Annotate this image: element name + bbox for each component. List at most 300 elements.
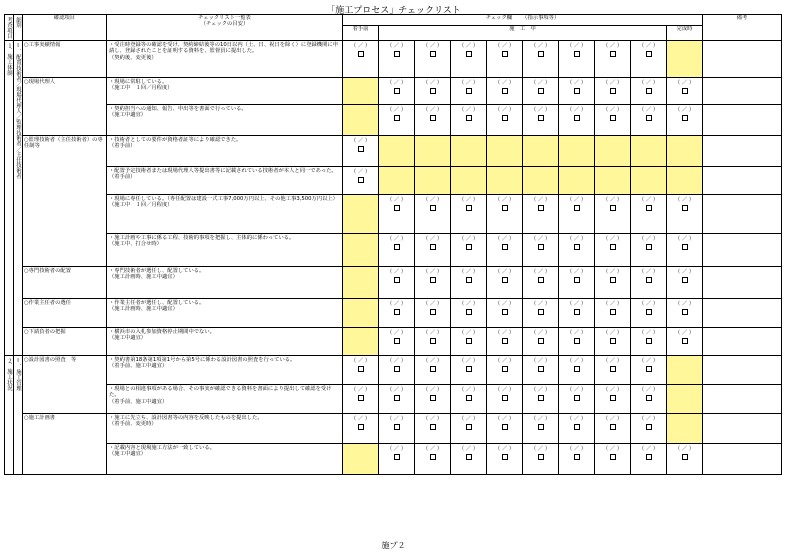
inactive-cell: [343, 328, 379, 356]
check-mark: （ ／ ）: [458, 330, 479, 336]
check-cell[interactable]: [559, 234, 595, 267]
check-mark: （ ／ ）: [674, 236, 695, 242]
checkbox[interactable]: [430, 51, 436, 57]
check-mark: （ ／ ）: [530, 107, 551, 113]
check-cell[interactable]: [559, 385, 595, 414]
inactive-cell: [343, 267, 379, 299]
check-cell[interactable]: [523, 195, 559, 234]
checkbox[interactable]: [358, 177, 364, 183]
checkbox[interactable]: [394, 88, 400, 94]
checkbox[interactable]: [574, 51, 580, 57]
check-cell[interactable]: [379, 328, 415, 356]
check-cell[interactable]: [523, 41, 559, 78]
checkbox[interactable]: [610, 454, 616, 460]
check-cell[interactable]: [379, 267, 415, 299]
check-mark: （ ／ ）: [458, 107, 479, 113]
checkbox[interactable]: [502, 309, 508, 315]
checkbox[interactable]: [574, 115, 580, 121]
checklist-text: ・現場との相違事項がある場合、その事実が確認できる資料を書面により提出して確認を受けた。 （着手前、施工中適宜）: [107, 385, 343, 414]
check-cell[interactable]: [631, 195, 667, 234]
check-cell[interactable]: [415, 234, 451, 267]
check-cell[interactable]: [343, 414, 379, 444]
check-cell[interactable]: [559, 41, 595, 78]
check-cell[interactable]: [523, 356, 559, 385]
checkbox[interactable]: [394, 205, 400, 211]
header-check-ran-label: チェック欄: [485, 15, 513, 21]
check-cell[interactable]: [631, 356, 667, 385]
checkbox[interactable]: [646, 454, 652, 460]
check-cell[interactable]: [451, 299, 487, 328]
bikou-cell: [703, 136, 782, 167]
header-saibetsu: 細別: [15, 17, 21, 28]
check-cell[interactable]: [415, 267, 451, 299]
check-cell[interactable]: [595, 356, 631, 385]
check-cell[interactable]: [523, 234, 559, 267]
check-mark: （ ／ ）: [494, 269, 515, 275]
check-mark: （ ／ ）: [674, 330, 695, 336]
check-cell[interactable]: [631, 299, 667, 328]
check-cell[interactable]: [379, 385, 415, 414]
check-item: ○施工計画書: [23, 414, 107, 475]
checkbox[interactable]: [430, 395, 436, 401]
checkbox[interactable]: [646, 366, 652, 372]
check-item: ○専門技術者の配置: [23, 267, 107, 299]
check-cell[interactable]: [559, 356, 595, 385]
check-cell[interactable]: [343, 167, 379, 195]
table-row: [5, 195, 782, 234]
checkbox[interactable]: [574, 366, 580, 372]
checkbox[interactable]: [574, 424, 580, 430]
check-cell[interactable]: [631, 444, 667, 475]
check-cell[interactable]: [379, 356, 415, 385]
checkbox[interactable]: [682, 244, 688, 250]
checkbox[interactable]: [646, 338, 652, 344]
checkbox[interactable]: [538, 309, 544, 315]
checkbox[interactable]: [538, 424, 544, 430]
check-cell[interactable]: [415, 414, 451, 444]
check-cell[interactable]: [631, 267, 667, 299]
bikou-cell: [703, 267, 782, 299]
check-cell[interactable]: [595, 41, 631, 78]
checkbox[interactable]: [538, 277, 544, 283]
check-cell[interactable]: [487, 385, 523, 414]
checkbox[interactable]: [538, 88, 544, 94]
check-mark: （ ／ ）: [494, 330, 515, 336]
check-cell[interactable]: [415, 105, 451, 136]
check-mark: （ ／ ）: [386, 416, 407, 422]
check-cell[interactable]: [451, 195, 487, 234]
check-cell[interactable]: [559, 195, 595, 234]
category-sekou-taisei: １．施工体制: [6, 43, 12, 76]
checkbox[interactable]: [682, 277, 688, 283]
check-cell[interactable]: [523, 414, 559, 444]
check-cell[interactable]: [487, 78, 523, 105]
checkbox[interactable]: [394, 244, 400, 250]
check-cell[interactable]: [379, 299, 415, 328]
check-mark: （ ／ ）: [386, 80, 407, 86]
checkbox[interactable]: [466, 424, 472, 430]
checkbox[interactable]: [682, 115, 688, 121]
checkbox[interactable]: [646, 115, 652, 121]
check-mark: （ ／ ）: [602, 107, 623, 113]
check-cell[interactable]: [487, 195, 523, 234]
checkbox[interactable]: [394, 424, 400, 430]
check-cell[interactable]: [631, 78, 667, 105]
check-cell[interactable]: [595, 105, 631, 136]
table-row: [5, 41, 782, 78]
check-cell[interactable]: [595, 328, 631, 356]
checkbox[interactable]: [466, 338, 472, 344]
checkbox[interactable]: [610, 88, 616, 94]
checkbox[interactable]: [466, 115, 472, 121]
check-cell[interactable]: [631, 385, 667, 414]
checkbox[interactable]: [502, 424, 508, 430]
check-cell[interactable]: [559, 105, 595, 136]
check-mark: （ ／ ）: [638, 80, 659, 86]
check-cell[interactable]: [595, 267, 631, 299]
bikou-cell: [703, 78, 782, 105]
checkbox[interactable]: [574, 244, 580, 250]
inactive-cell: [667, 41, 703, 78]
checkbox[interactable]: [358, 51, 364, 57]
checkbox[interactable]: [466, 454, 472, 460]
check-cell[interactable]: [451, 444, 487, 475]
table-row: [5, 234, 782, 267]
check-cell[interactable]: [523, 444, 559, 475]
checklist-text: ・配置予定技術者または現場代理人等提出書等に記載されている技術者が本人と同一であった。 （着手前）: [107, 167, 343, 195]
checkbox[interactable]: [646, 244, 652, 250]
check-cell[interactable]: [667, 267, 703, 299]
check-cell[interactable]: [451, 78, 487, 105]
check-cell[interactable]: [379, 105, 415, 136]
inactive-cell: [343, 234, 379, 267]
checklist-text: ・受注時登録等の確認を受け、契約締結後等の10日以内（土、日、祝日を除く）に登録機関に申請し、登録されたことを証明する資料を、監督員に提出した。 （契約後、変更後）: [107, 41, 343, 78]
checkbox[interactable]: [394, 51, 400, 57]
checkbox[interactable]: [466, 51, 472, 57]
check-mark: （ ／ ）: [422, 236, 443, 242]
checkbox[interactable]: [538, 366, 544, 372]
check-mark: （ ／ ）: [566, 330, 587, 336]
check-cell[interactable]: [487, 328, 523, 356]
checkbox[interactable]: [646, 51, 652, 57]
checkbox[interactable]: [430, 424, 436, 430]
check-cell[interactable]: [379, 195, 415, 234]
checklist-text: ・技術者としての要件が資格者証等により確認できた。 （着手前）: [107, 136, 343, 167]
check-cell[interactable]: [487, 356, 523, 385]
check-mark: （ ／ ）: [530, 330, 551, 336]
check-cell[interactable]: [631, 41, 667, 78]
check-mark: （ ／ ）: [530, 358, 551, 364]
checkbox[interactable]: [394, 395, 400, 401]
check-cell[interactable]: [451, 328, 487, 356]
check-cell[interactable]: [415, 328, 451, 356]
check-cell[interactable]: [667, 195, 703, 234]
checkbox[interactable]: [538, 115, 544, 121]
checkbox[interactable]: [574, 454, 580, 460]
check-cell[interactable]: [487, 105, 523, 136]
check-cell[interactable]: [523, 385, 559, 414]
check-cell[interactable]: [559, 328, 595, 356]
check-cell[interactable]: [487, 267, 523, 299]
checkbox[interactable]: [430, 277, 436, 283]
bikou-cell: [703, 385, 782, 414]
checkbox[interactable]: [538, 205, 544, 211]
check-cell[interactable]: [451, 234, 487, 267]
checkbox[interactable]: [430, 366, 436, 372]
checkbox[interactable]: [502, 88, 508, 94]
check-item: ○作業主任者の選任: [23, 299, 107, 328]
check-cell[interactable]: [595, 78, 631, 105]
check-cell[interactable]: [451, 41, 487, 78]
check-mark: （ ／ ）: [602, 446, 623, 452]
check-mark: （ ／ ）: [458, 269, 479, 275]
checkbox[interactable]: [574, 277, 580, 283]
checkbox[interactable]: [574, 395, 580, 401]
check-cell[interactable]: [523, 267, 559, 299]
check-cell[interactable]: [343, 136, 379, 167]
check-cell[interactable]: [667, 78, 703, 105]
checkbox[interactable]: [502, 115, 508, 121]
checkbox[interactable]: [430, 205, 436, 211]
check-mark: （ ／ ）: [458, 446, 479, 452]
inactive-cell: [523, 167, 559, 195]
checkbox[interactable]: [610, 424, 616, 430]
checklist-text: ・専門技術者が選任し、配置している。 （施工計画時、施工中適宜）: [107, 267, 343, 299]
check-cell[interactable]: [343, 41, 379, 78]
checkbox[interactable]: [610, 244, 616, 250]
check-cell[interactable]: [415, 444, 451, 475]
checkbox[interactable]: [430, 244, 436, 250]
checkbox[interactable]: [394, 366, 400, 372]
check-mark: （ ／ ）: [638, 358, 659, 364]
check-mark: （ ／ ）: [350, 43, 371, 49]
checkbox[interactable]: [574, 338, 580, 344]
checkbox[interactable]: [502, 244, 508, 250]
check-cell[interactable]: [415, 356, 451, 385]
check-mark: （ ／ ）: [494, 387, 515, 393]
check-cell[interactable]: [595, 385, 631, 414]
header-kensa-koumoku: 考査項目: [6, 17, 12, 39]
checkbox[interactable]: [394, 338, 400, 344]
check-cell[interactable]: [559, 78, 595, 105]
check-mark: （ ／ ）: [458, 301, 479, 307]
checkbox[interactable]: [466, 366, 472, 372]
checkbox[interactable]: [466, 244, 472, 250]
checkbox[interactable]: [358, 366, 364, 372]
checkbox[interactable]: [538, 395, 544, 401]
check-mark: （ ／ ）: [350, 358, 371, 364]
checkbox[interactable]: [682, 88, 688, 94]
check-cell[interactable]: [667, 105, 703, 136]
checkbox[interactable]: [646, 424, 652, 430]
check-cell[interactable]: [595, 444, 631, 475]
check-cell[interactable]: [487, 414, 523, 444]
check-cell[interactable]: [415, 195, 451, 234]
check-mark: （ ／ ）: [602, 416, 623, 422]
check-cell[interactable]: [595, 195, 631, 234]
check-cell[interactable]: [451, 385, 487, 414]
check-cell[interactable]: [559, 267, 595, 299]
check-mark: （ ／ ）: [674, 107, 695, 113]
check-mark: （ ／ ）: [530, 269, 551, 275]
checkbox[interactable]: [682, 309, 688, 315]
checkbox[interactable]: [394, 454, 400, 460]
check-mark: （ ／ ）: [602, 43, 623, 49]
check-mark: （ ／ ）: [494, 107, 515, 113]
check-cell[interactable]: [559, 444, 595, 475]
check-cell[interactable]: [379, 444, 415, 475]
checkbox[interactable]: [466, 88, 472, 94]
check-cell[interactable]: [415, 78, 451, 105]
checklist-table: [4, 14, 782, 475]
check-cell[interactable]: [631, 234, 667, 267]
check-mark: （ ／ ）: [674, 269, 695, 275]
checkbox[interactable]: [574, 309, 580, 315]
subcategory-sekou-kanri: Ⅰ．施工管理: [15, 358, 21, 391]
check-mark: （ ／ ）: [422, 269, 443, 275]
checkbox[interactable]: [358, 424, 364, 430]
checkbox[interactable]: [430, 338, 436, 344]
checkbox[interactable]: [646, 395, 652, 401]
check-cell[interactable]: [343, 385, 379, 414]
check-mark: （ ／ ）: [458, 358, 479, 364]
checkbox[interactable]: [538, 338, 544, 344]
checkbox[interactable]: [646, 205, 652, 211]
inactive-cell: [667, 136, 703, 167]
check-mark: （ ／ ）: [566, 358, 587, 364]
checkbox[interactable]: [538, 454, 544, 460]
check-cell[interactable]: [379, 234, 415, 267]
check-mark: （ ／ ）: [350, 138, 371, 144]
check-cell[interactable]: [487, 234, 523, 267]
checkbox[interactable]: [502, 395, 508, 401]
check-cell[interactable]: [487, 299, 523, 328]
check-cell[interactable]: [523, 299, 559, 328]
checkbox[interactable]: [466, 309, 472, 315]
checkbox[interactable]: [574, 205, 580, 211]
checkbox[interactable]: [394, 309, 400, 315]
checkbox[interactable]: [466, 205, 472, 211]
check-cell[interactable]: [415, 41, 451, 78]
checkbox[interactable]: [430, 454, 436, 460]
checkbox[interactable]: [430, 309, 436, 315]
check-mark: （ ／ ）: [422, 107, 443, 113]
check-cell[interactable]: [523, 328, 559, 356]
checkbox[interactable]: [430, 115, 436, 121]
check-mark: （ ／ ）: [458, 197, 479, 203]
check-cell[interactable]: [451, 105, 487, 136]
checkbox[interactable]: [682, 454, 688, 460]
inactive-cell: [667, 356, 703, 385]
checkbox[interactable]: [646, 309, 652, 315]
checkbox[interactable]: [610, 51, 616, 57]
header-checklist-line2: （チェックの目安）: [200, 21, 249, 28]
checkbox[interactable]: [502, 338, 508, 344]
check-cell[interactable]: [379, 414, 415, 444]
checkbox[interactable]: [610, 338, 616, 344]
checkbox[interactable]: [394, 277, 400, 283]
table-row: [5, 105, 782, 136]
check-cell[interactable]: [559, 299, 595, 328]
check-cell[interactable]: [667, 299, 703, 328]
checkbox[interactable]: [502, 205, 508, 211]
checkbox[interactable]: [466, 395, 472, 401]
checkbox[interactable]: [466, 277, 472, 283]
check-cell[interactable]: [379, 78, 415, 105]
check-mark: （ ／ ）: [638, 330, 659, 336]
check-mark: （ ／ ）: [422, 358, 443, 364]
checkbox[interactable]: [538, 51, 544, 57]
checkbox[interactable]: [682, 338, 688, 344]
checkbox[interactable]: [502, 277, 508, 283]
check-cell[interactable]: [595, 299, 631, 328]
check-cell[interactable]: [667, 328, 703, 356]
inactive-cell: [667, 385, 703, 414]
checkbox[interactable]: [358, 146, 364, 152]
checkbox[interactable]: [610, 395, 616, 401]
check-cell[interactable]: [595, 234, 631, 267]
check-mark: （ ／ ）: [350, 387, 371, 393]
check-cell[interactable]: [379, 41, 415, 78]
subcategory-haichi-gijutsusha: Ⅰ．配置技術者／現場代理人／監理技術者／主任技術者: [15, 43, 21, 179]
checkbox[interactable]: [574, 88, 580, 94]
check-cell[interactable]: [451, 356, 487, 385]
check-cell[interactable]: [631, 105, 667, 136]
checkbox[interactable]: [610, 277, 616, 283]
check-mark: （ ／ ）: [566, 43, 587, 49]
check-mark: （ ／ ）: [566, 301, 587, 307]
checkbox[interactable]: [502, 454, 508, 460]
check-cell[interactable]: [631, 414, 667, 444]
check-cell[interactable]: [451, 414, 487, 444]
check-mark: （ ／ ）: [674, 301, 695, 307]
checkbox[interactable]: [610, 309, 616, 315]
check-mark: （ ／ ）: [638, 236, 659, 242]
checkbox[interactable]: [682, 205, 688, 211]
check-cell[interactable]: [523, 105, 559, 136]
checkbox[interactable]: [610, 115, 616, 121]
check-cell[interactable]: [631, 328, 667, 356]
check-cell[interactable]: [487, 444, 523, 475]
check-cell[interactable]: [343, 356, 379, 385]
check-mark: （ ／ ）: [458, 80, 479, 86]
check-mark: （ ／ ）: [638, 269, 659, 275]
checkbox[interactable]: [538, 244, 544, 250]
check-mark: （ ／ ）: [602, 80, 623, 86]
check-cell[interactable]: [415, 385, 451, 414]
checkbox[interactable]: [358, 395, 364, 401]
checkbox[interactable]: [502, 51, 508, 57]
page-title: 「施工プロセス」チェックリスト: [326, 6, 461, 16]
checkbox[interactable]: [646, 277, 652, 283]
checkbox[interactable]: [610, 205, 616, 211]
check-cell[interactable]: [667, 444, 703, 475]
checkbox[interactable]: [394, 115, 400, 121]
checkbox[interactable]: [502, 366, 508, 372]
check-cell[interactable]: [487, 41, 523, 78]
check-cell[interactable]: [415, 299, 451, 328]
check-cell[interactable]: [595, 414, 631, 444]
check-cell[interactable]: [559, 414, 595, 444]
check-mark: （ ／ ）: [566, 80, 587, 86]
check-cell[interactable]: [523, 78, 559, 105]
check-cell[interactable]: [667, 234, 703, 267]
check-mark: （ ／ ）: [494, 197, 515, 203]
checkbox[interactable]: [610, 366, 616, 372]
checkbox[interactable]: [430, 88, 436, 94]
check-cell[interactable]: [451, 267, 487, 299]
checkbox[interactable]: [646, 88, 652, 94]
